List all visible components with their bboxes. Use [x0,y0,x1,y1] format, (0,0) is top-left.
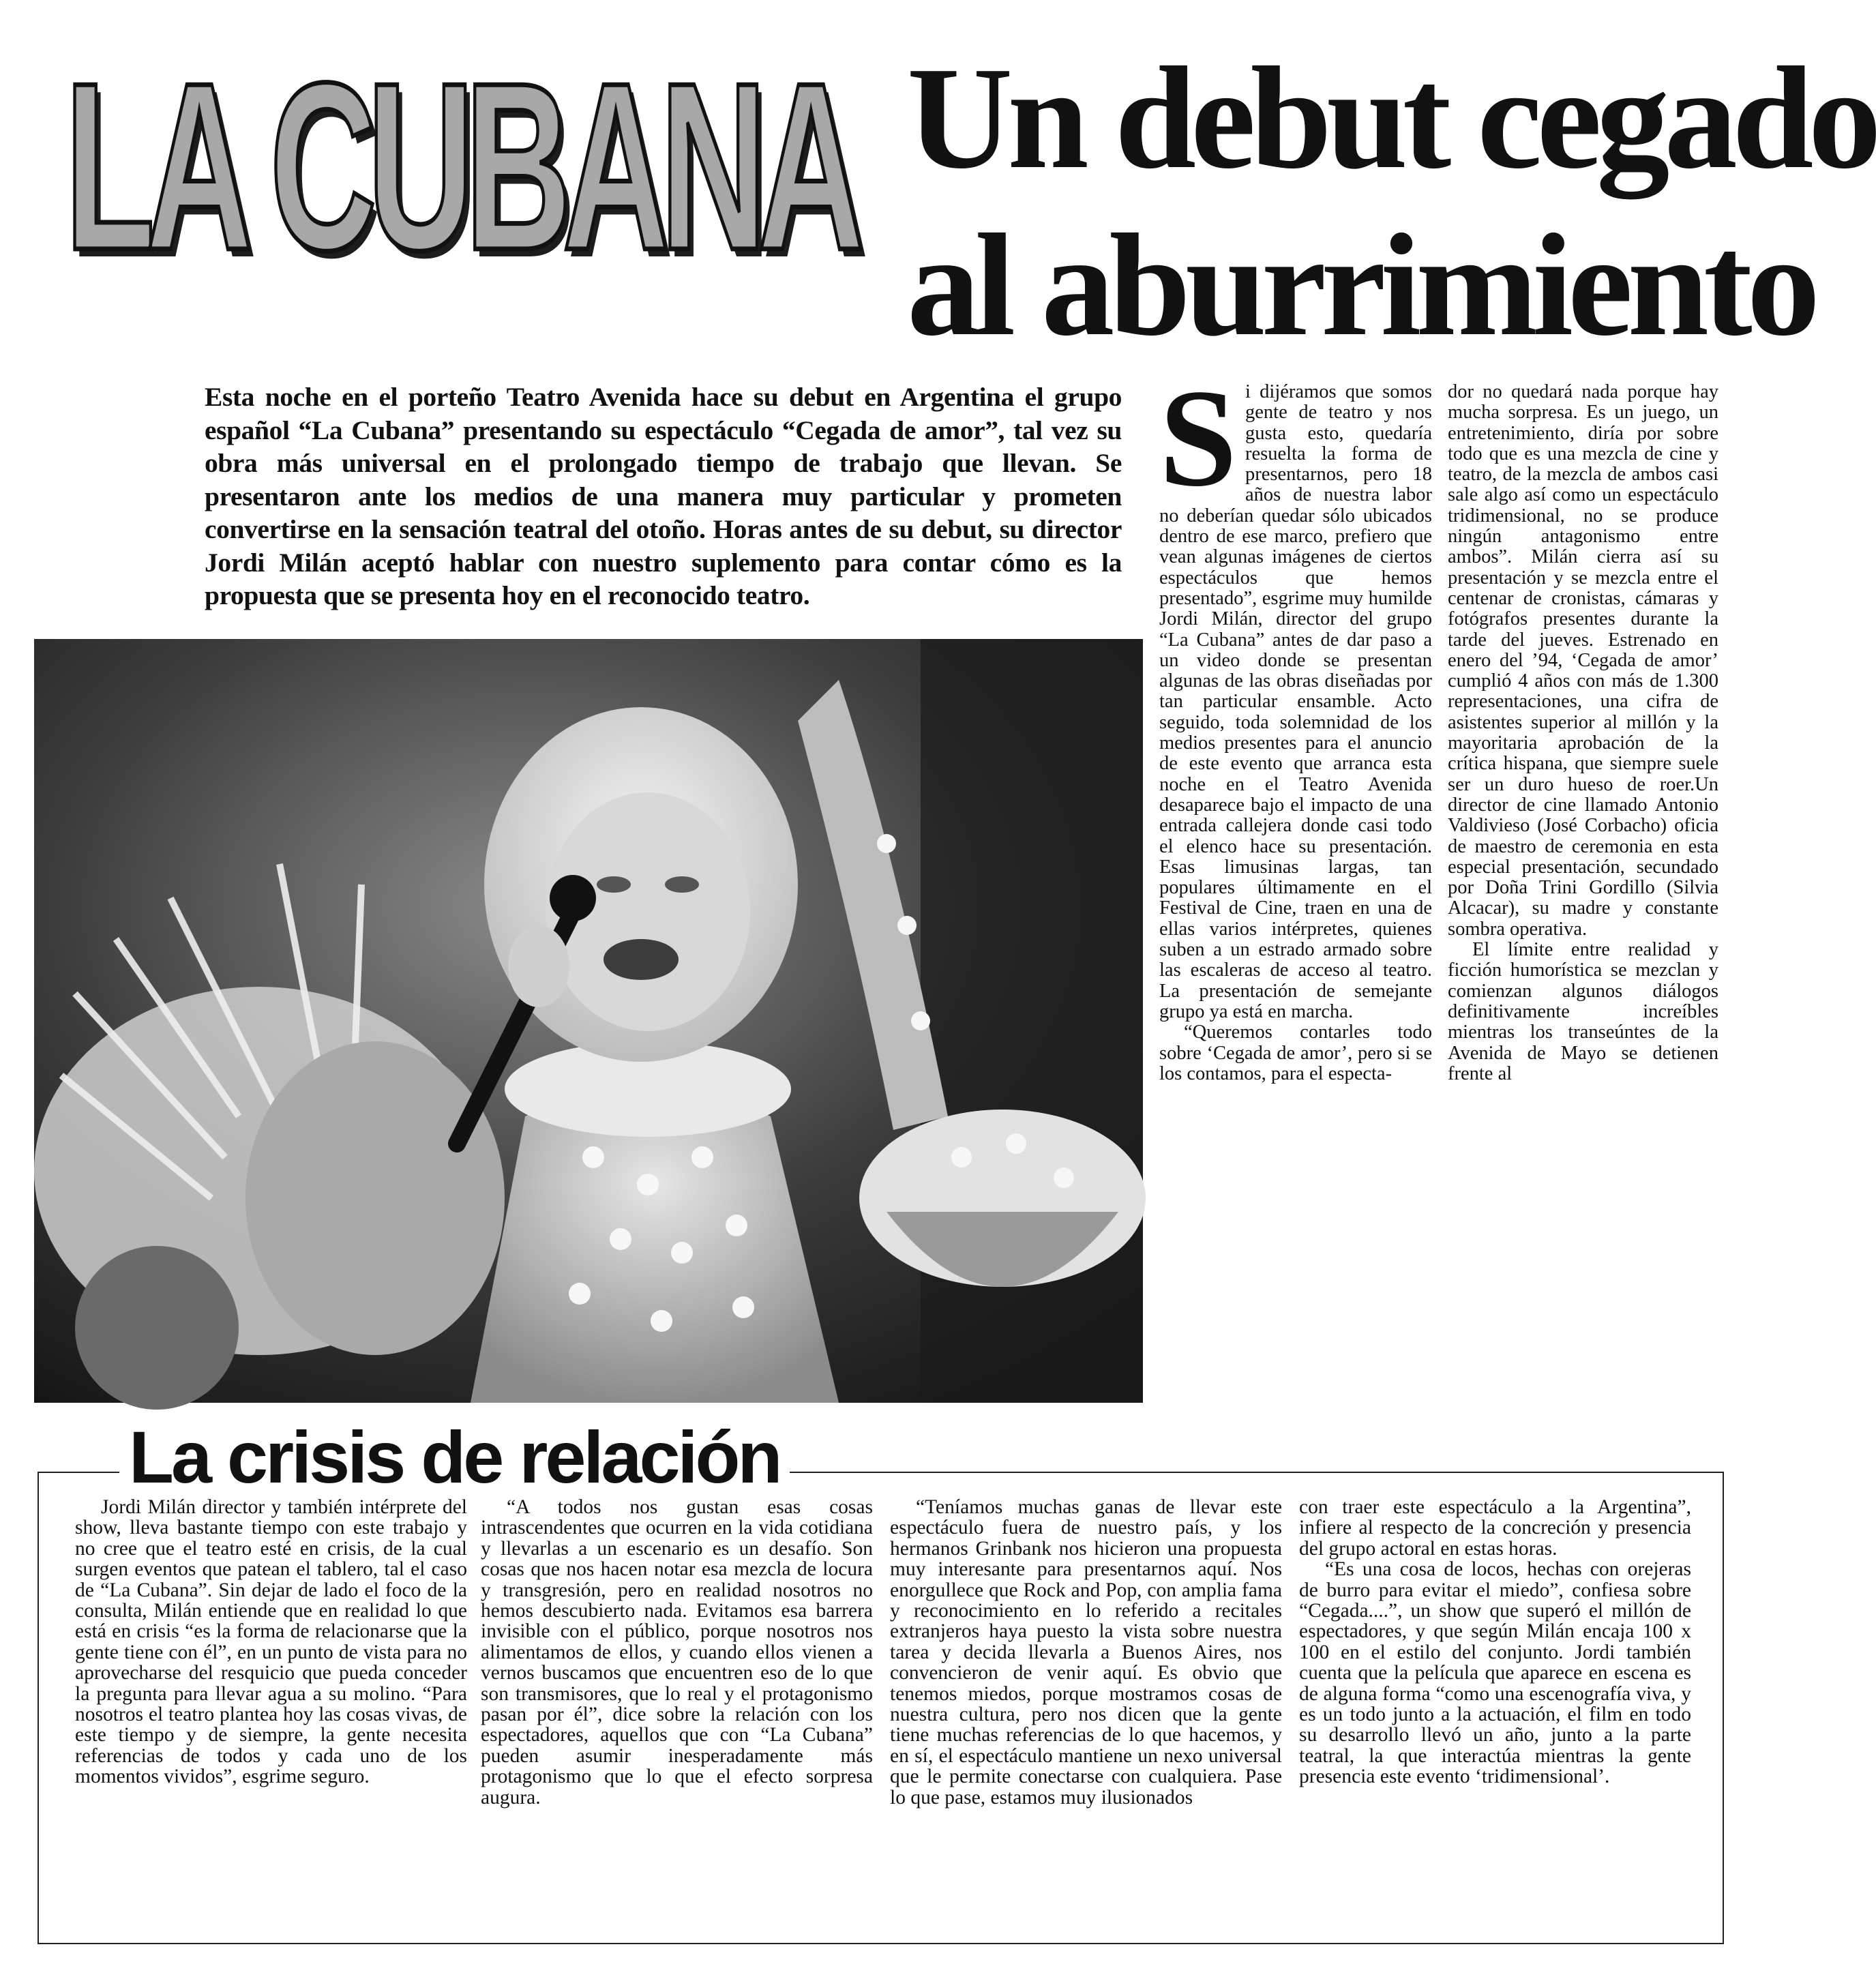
performer-photo [34,639,1143,1403]
lead-paragraph: Esta noche en el porteño Teatro Avenida hace su debut en Argentina el grupo español “La Cubana” presentando su espectáculo “Cegada de amor”, tal vez su obra más universal en el prolongado tiempo de trabajo que llevan. Se presentaron ante los medios de una manera muy particular y prometen convertirse en la sensación teatral del otoño. Horas antes de su debut, su director Jordi Milán aceptó hablar con nuestro suplemento para contar cómo es la propuesta que se presenta hoy en el reconocido teatro. [205,382,1122,610]
article-paragraph: “Queremos contarles todo sobre ‘Cegada de amor’, pero si se los contamos, para el especta- [1159,1022,1432,1084]
headline-line-1: Un debut cegado [907,36,1876,199]
article-paragraph: dor no quedará nada porque hay mucha sorpresa. Es un juego, un entretenimiento, diría por sobre todo que es una mezcla de cine y teatro, de la mezcla de ambos casi sale algo así como un espectáculo tridimensional, no se produce ningún antagonismo entre ambos”. Milán cierra así su presentación y se mezcla entre el centenar de cronistas, cámaras y fotógrafos presentes durante la tarde del jueves. Estrenado en enero del ’94, ‘Cegada de amor’ cumplió 4 años con más de 1.300 representaciones, una cifra de asistentes superior al millón y la mayoritaria aprobación de la crítica hispana, que siempre suele ser un duro hueso de roer.Un director de cine llamado Antonio Valdivieso (José Corbacho) oficia de maestro de ceremonia en esta especial presentación, secundado por Doña Trini Gordillo (Silvia Alcacar), su madre y constante sombra operativa. [1448,381,1718,940]
section-paragraph: con traer este espectáculo a la Argentina”, infiere al respecto de la concreción y presencia del grupo actoral en estas horas. [1299,1496,1691,1560]
section-title: La crisis de relación [119,1420,790,1494]
section-kicker: LA CUBANA [65,33,856,300]
article-column-1 [1159,361,1432,1084]
drop-cap: S [1159,361,1238,516]
article-paragraph: i dijéramos que somos gente de teatro y nos gusta esto, quedaría resuelta la forma de presentarnos, pero 18 años de nuestra labor no deberían quedar sólo ubicados dentro de ese marco, prefiero que vean algunas imágenes de ciertos espectáculos que hemos presentado”, esgrime muy humilde Jordi Milán, director del grupo “La Cubana” antes de dar paso a un video donde se presentan algunas de las obras diseñadas por tan particular ensamble. Acto seguido, toda solemnidad de los medios presentes para el anuncio de este evento que arranca esta noche en el Teatro Avenida desaparece bajo el impacto de una entrada callejera donde casi todo el elenco hace su presentación. Esas limusinas largas, tan populares últimamente en el Festival de Cine, traen en una de ellas varios intérpretes, quienes suben a un estrado armado sobre las escaleras de acceso al teatro. La presentación de semejante grupo ya está en marcha. [1159,381,1432,1022]
section-paragraph: “Es una cosa de locos, hechas con orejeras de burro para evitar el miedo”, confiesa sobre “Cegada....”, un show que superó el millón de espectadores, y que según Milán encaja 100 x 100 en el estilo del conjunto. Jordi también cuenta que la película que aparece en escena es de alguna forma “como una escenografía viva, y es un todo junto a la actuación, el film en todo su desarrollo llevó un año, junto a la parte teatral, la que interactúa mientras la gente presencia este evento ‘tridimensional’. [1299,1558,1691,1788]
headline-line-2: al aburrimiento [907,203,1815,366]
section-paragraph: “A todos nos gustan esas cosas intrascendentes que ocurren en la vida cotidiana y llevarlas a un escenario es un desafío. Son cosas que nos hacen notar esa mezcla de locura y transgresión, pero en realidad nosotros no hemos descubierto nada. Evitamos esa barrera invisible con el público, porque nosotros nos alimentamos de ellos, y cuando ellos vienen a vernos buscamos que encuentren eso de lo que son transmisores, que lo real y el protagonismo pasan por él”, dice sobre la relación con los espectadores, aquellos que con “La Cubana” pueden asumir inesperadamente más protagonismo que lo que el efecto sorpresa augura. [481,1496,873,1809]
section-column-1 [75,1497,467,1787]
performer-photo-illustration [34,639,1143,1403]
article-headline [907,34,1876,368]
section-column-3 [890,1497,1282,1808]
article-paragraph: El límite entre realidad y ficción humorística se mezclan y comienzan algunos diálogos definitivamente increíbles mientras los transeúntes de la Avenida de Mayo se detienen frente al [1448,939,1718,1084]
section-column-4 [1299,1497,1691,1787]
article-column-2 [1448,382,1718,1084]
section-paragraph: “Teníamos muchas ganas de llevar este espectáculo fuera de nuestro país, y los hermanos Grinbank nos hicieron una propuesta muy interesante para presentarnos aquí. Nos enorgullece que Rock and Pop, con amplia fama y reconocimiento en lo referido a recitales extranjeros haya puesto la vista sobre nuestra tarea y decida llevarla a Buenos Aires, nos convencieron de venir aquí. Es obvio que tenemos miedos, porque mostramos cosas de nuestra cultura, pero nos dicen que la gente tiene muchas referencias de lo que hacemos, y en sí, el espectáculo mantiene un nexo universal que le permite conectarse con cualquiera. Pase lo que pase, estamos muy ilusionados [890,1496,1282,1809]
section-column-2 [481,1497,873,1808]
section-paragraph: Jordi Milán director y también intérprete del show, lleva bastante tiempo con este trabajo y no cree que el teatro esté en crisis, de la cual surgen eventos que patean el tablero, tal el caso de “La Cubana”. Sin dejar de lado el foco de la consulta, Milán entiende que en realidad lo que está en crisis “es la forma de relacionarse que la gente tiene con él”, en un punto de vista para no aprovecharse del resquicio que pueda conceder la pregunta para llevar agua a su molino. “Para nosotros el teatro plantea hoy las cosas vivas, de este tiempo y de siempre, la gente necesita referencias de todos y cada uno de los momentos vividos”, esgrime seguro. [75,1496,467,1788]
